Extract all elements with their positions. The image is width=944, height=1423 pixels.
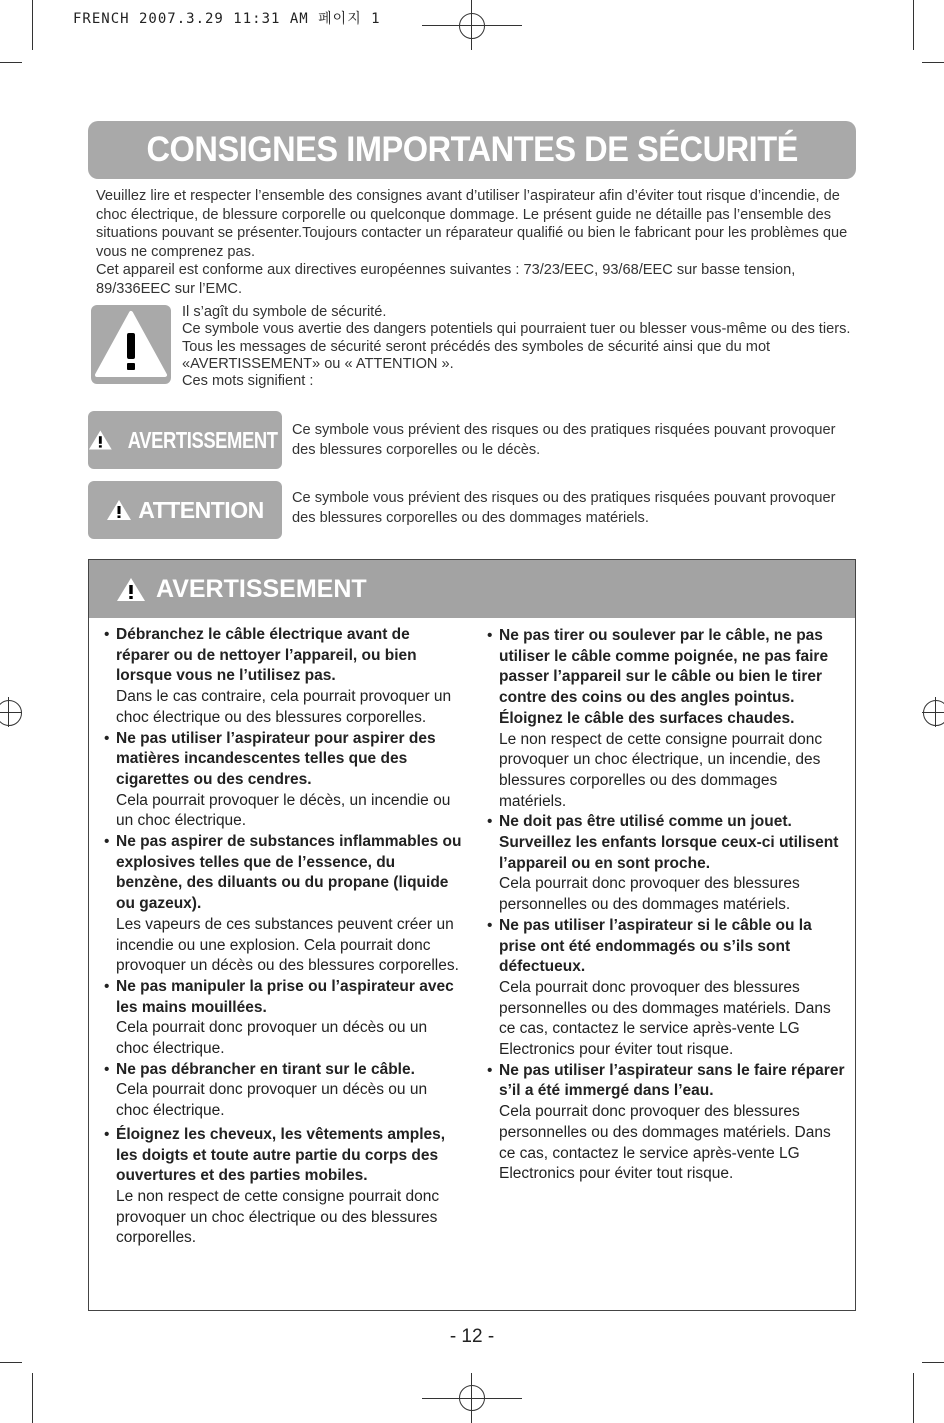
symbol-line: Tous les messages de sécurité seront précédés des symboles de sécurité ainsi que du mot «AVERTISSEMENT» ou « ATTENTION ». [182, 338, 771, 372]
warning-column-right [487, 626, 847, 1185]
badge-attention [88, 481, 282, 539]
list-item: • Ne pas utiliser l’aspirateur si le câble ou la prise ont été endommagés ou s’ils sont défectueux. Cela pourrait donc provoquer des blessures personnelles ou des dommages matériels. Dans ce cas, contactez le service après-vente LG Electronics pour éviter tout risque. [487, 916, 847, 1061]
list-item: • Ne pas manipuler la prise ou l’aspirateur avec les mains mouillées. Cela pourrait donc provoquer un décès ou un choc électrique. [104, 977, 464, 1060]
title-banner [88, 121, 856, 179]
intro-paragraph: Veuillez lire et respecter l’ensemble des consignes avant d’utiliser l’aspirateur afin d’éviter tout risque d’incendie, de choc électrique, de blessure corporelle ou quelconque dommage. Le présent guide ne détaille pas l’ensemble des situations pouvant se présenter.Toujours contacter un réparateur qualifié ou bien le fabricant pour les problèmes que vous ne comprenez pas. [96, 188, 848, 260]
symbol-explanation [182, 304, 854, 390]
warning-header [89, 560, 855, 618]
warning-section [88, 559, 856, 1311]
warning-triangle-icon [88, 428, 113, 452]
symbol-line: Ces mots signifient : [182, 373, 314, 390]
badge-description: Ce symbole vous prévient des risques ou des pratiques risquées pouvant provoquer des blessures corporelles ou des dommages matériels. [292, 490, 836, 526]
badge-label: AVERTISSEMENT [127, 426, 278, 453]
intro-text [96, 187, 856, 298]
badge-avertissement [88, 411, 282, 469]
warning-heading: AVERTISSEMENT [156, 574, 367, 603]
list-item: • Débranchez le câble électrique avant de réparer ou de nettoyer l’appareil, ou bien lorsque vous ne l’utilisez pas. Dans le cas contraire, cela pourrait provoquer un choc électrique ou des blessures corporelles. [104, 625, 464, 729]
badge-description: Ce symbole vous prévient des risques ou des pratiques risquées pouvant provoquer des blessures corporelles ou le décès. [292, 422, 836, 458]
warning-triangle-icon [116, 576, 146, 603]
list-item: • Ne pas utiliser l’aspirateur sans le faire réparer s’il a été immergé dans l’eau. Cela pourrait donc provoquer des blessures personnelles ou des dommages matériels. Dans ce cas, contactez le service après-vente LG Electronics pour éviter tout risque. [487, 1061, 847, 1185]
list-item: • Éloignez les cheveux, les vêtements amples, les doigts et toute autre partie du corps des ouvertures et des parties mobiles. Le non respect de cette consigne pourrait donc provoquer un choc électrique ou des blessures corporelles. [104, 1125, 464, 1249]
badge-label: ATTENTION [138, 496, 264, 523]
warning-triangle-icon [91, 305, 171, 384]
print-header: FRENCH 2007.3.29 11:31 AM 페이지 1 [73, 11, 381, 27]
warning-column-left [104, 625, 464, 1249]
symbol-line: Ce symbole vous avertie des dangers potentiels qui pourraient tuer ou blesser vous-même ou des tiers. [182, 321, 851, 338]
list-item: • Ne pas aspirer de substances inflammables ou explosives telles que de l’essence, du benzène, des diluants ou du propane (liquide ou gazeux). Les vapeurs de ces substances peuvent créer un incendie ou une explosion. Cela pourrait donc provoquer un décès ou des blessures corporelles. [104, 832, 464, 977]
page-title: CONSIGNES IMPORTANTES DE SÉCURITÉ [146, 130, 798, 169]
list-item: • Ne pas débrancher en tirant sur le câble. Cela pourrait donc provoquer un décès ou un choc électrique. [104, 1060, 464, 1122]
warning-triangle-icon [106, 498, 132, 522]
list-item: • Ne pas tirer ou soulever par le câble, ne pas utiliser le câble comme poignée, ne pas faire passer l’appareil sur le câble ou bien le tirer contre des coins ou des angles pointus. Éloignez le câble des surfaces chaudes. Le non respect de cette consigne pourrait donc provoquer un choc électrique, un incendie, des blessures corporelles ou des dommages matériels. [487, 626, 847, 812]
list-item: • Ne pas utiliser l’aspirateur pour aspirer des matières incandescentes telles que des cigarettes ou des cendres. Cela pourrait provoquer le décès, un incendie ou un choc électrique. [104, 729, 464, 833]
intro-paragraph: Cet appareil est conforme aux directives européennes suivantes : 73/23/EEC, 93/68/EEC sur basse tension, 89/336EEC sur l’EMC. [96, 262, 796, 297]
symbol-line: Il s’agît du symbole de sécurité. [182, 304, 387, 320]
safety-symbol [91, 305, 171, 384]
page-number: - 12 - [449, 1326, 495, 1347]
list-item: • Ne doit pas être utilisé comme un jouet. Surveillez les enfants lorsque ceux-ci utilisent l’appareil ou en sont proche. Cela pourrait donc provoquer des blessures personnelles ou des dommages matériels. [487, 812, 847, 916]
